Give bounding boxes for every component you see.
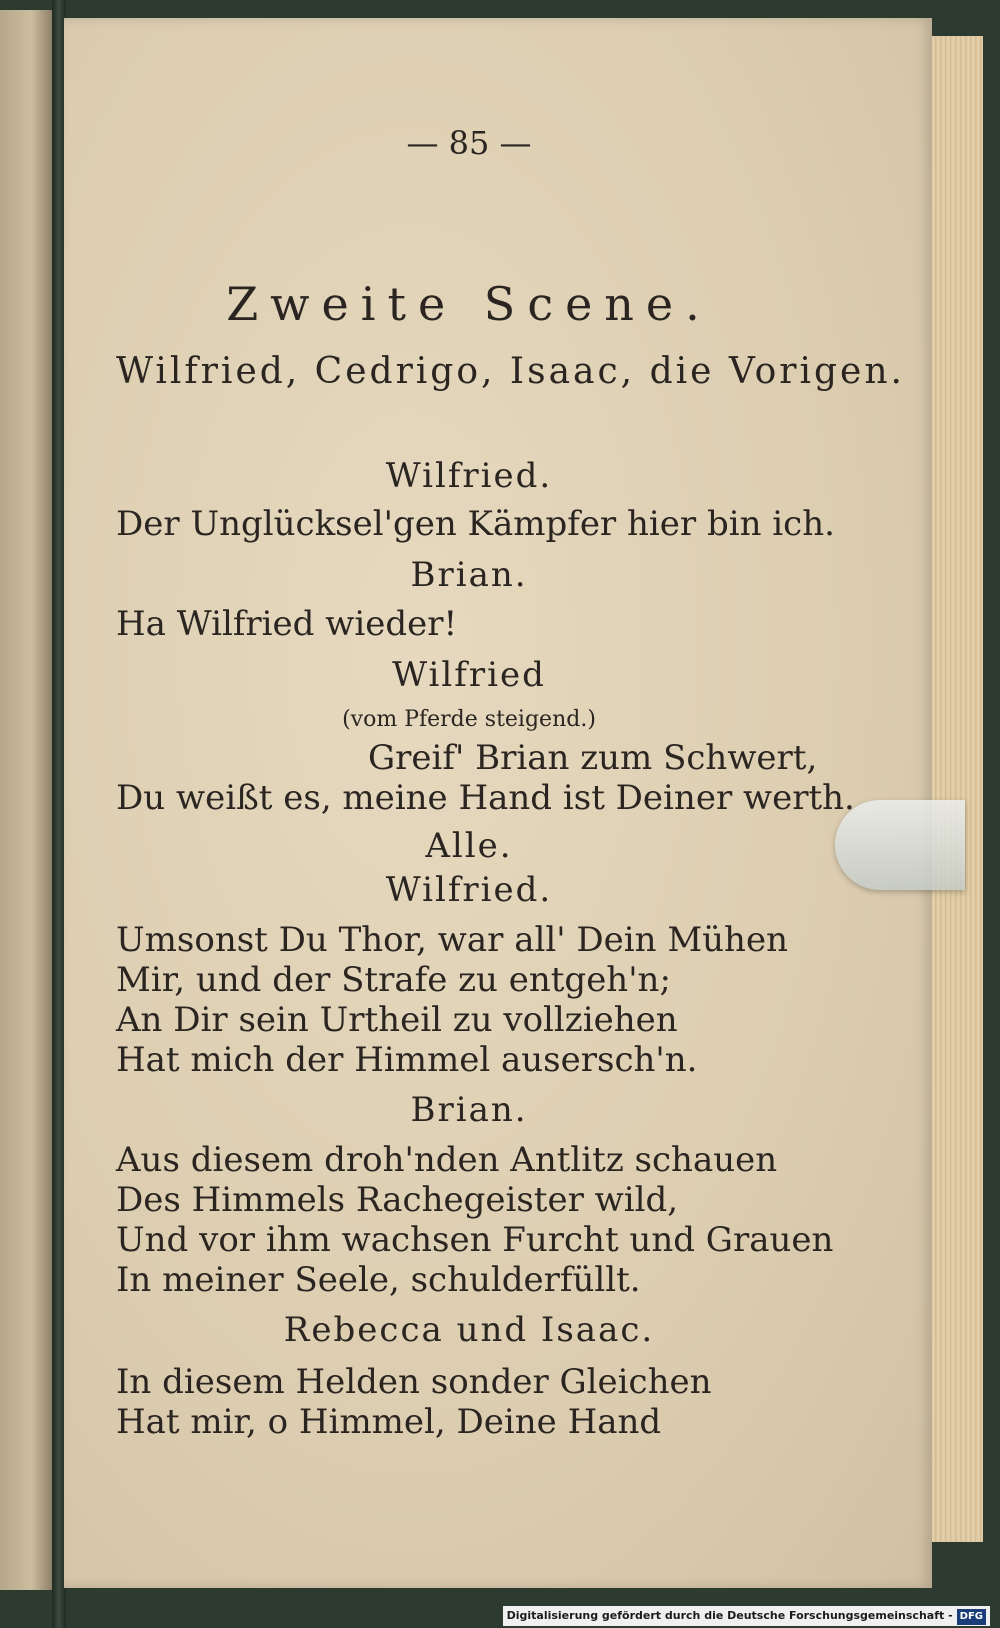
verse-line: An Dir sein Urtheil zu vollziehen (116, 1000, 678, 1040)
verse-line: Des Himmels Rachegeister wild, (116, 1180, 679, 1220)
digitization-credit (503, 1606, 990, 1626)
verse-line: Der Unglücksel'gen Kämpfer hier bin ich. (116, 504, 835, 544)
speaker-name: Brian. (410, 555, 528, 595)
page-number: — 85 — (406, 124, 532, 162)
scene-title: Zweite Scene. (226, 277, 712, 331)
verse-line: Aus diesem droh'nden Antlitz schauen (116, 1140, 778, 1180)
verse-line: Und vor ihm wachsen Furcht und Grauen (116, 1220, 834, 1260)
verse-line: In diesem Helden sonder Gleichen (116, 1362, 712, 1402)
verse-line: Umsonst Du Thor, war all' Dein Mühen (116, 920, 788, 960)
verse-line: Du weißt es, meine Hand ist Deiner werth. (116, 778, 855, 818)
credit-text: Digitalisierung gefördert durch die Deutsche Forschungsgemeinschaft - (506, 1609, 953, 1622)
verse-line: Mir, und der Strafe zu entgeh'n; (116, 960, 671, 1000)
speaker-name: Alle. (425, 826, 513, 866)
verse-line: Hat mich der Himmel ausersch'n. (116, 1040, 698, 1080)
verse-line: Hat mir, o Himmel, Deine Hand (116, 1402, 662, 1442)
speaker-name: Wilfried. (385, 456, 553, 496)
speaker-name: Wilfried. (385, 870, 553, 910)
verse-line: Greif' Brian zum Schwert, (368, 738, 818, 778)
verse-line: Ha Wilfried wieder! (116, 604, 458, 644)
stage-direction: (vom Pferde steigend.) (342, 707, 596, 732)
verse-line: In meiner Seele, schulderfüllt. (116, 1260, 641, 1300)
dfg-logo: DFG (957, 1609, 986, 1625)
dramatis-personae: Wilfried, Cedrigo, Isaac, die Vorigen. (116, 351, 905, 392)
speaker-name: Wilfried (392, 655, 546, 695)
speaker-name: Rebecca und Isaac. (283, 1310, 655, 1350)
speaker-name: Brian. (410, 1090, 528, 1130)
